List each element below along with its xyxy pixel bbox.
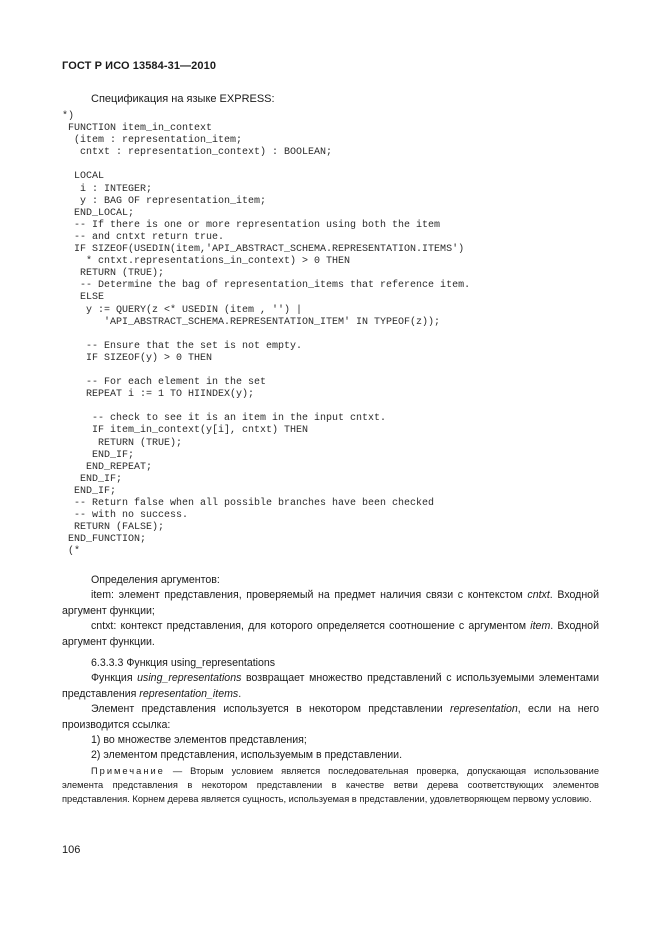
argument-cntxt-definition [62, 619, 599, 650]
code-line: -- check to see it is an item in the input cntxt. [62, 413, 387, 425]
code-line: -- and cntxt return true. [62, 231, 225, 243]
express-code-block [62, 111, 470, 558]
code-line: -- For each element in the set [62, 377, 267, 389]
code-line: IF SIZEOF(USEDIN(item,'API_ABSTRACT_SCHEMA.REPRESENTATION.ITEMS') [62, 244, 465, 256]
argument-cntxt-name: cntxt [91, 620, 114, 633]
code-line [62, 401, 470, 413]
code-line: -- If there is one or more representation using both the item [62, 219, 441, 231]
code-line: RETURN (TRUE); [62, 268, 165, 280]
document-header: ГОСТ Р ИСО 13584-31—2010 [62, 60, 217, 72]
code-line: END_FUNCTION; [62, 534, 147, 546]
code-line: END_LOCAL; [62, 207, 135, 219]
section-p1-end: . [238, 687, 242, 700]
code-line: END_IF; [62, 485, 117, 497]
code-line: END_REPEAT; [62, 461, 153, 473]
code-line: ELSE [62, 292, 105, 304]
section-p1-prefix: Функция [91, 672, 138, 685]
note-label: Примечание [91, 765, 165, 776]
code-line: END_IF; [62, 473, 123, 485]
code-line: * cntxt.representations_in_context) > 0 THEN [62, 256, 351, 268]
argument-item-reference: cntxt [527, 589, 550, 602]
code-line: FUNCTION item_in_context [62, 123, 213, 135]
code-line: i : INTEGER; [62, 183, 153, 195]
arguments-heading: Определения аргументов: [91, 574, 220, 586]
code-line [62, 329, 470, 341]
argument-item-definition [62, 588, 599, 619]
note [62, 764, 599, 806]
code-line: END_IF; [62, 449, 135, 461]
argument-cntxt-description: : контекст представления, для которого определяется соотношение с аргументом [113, 620, 531, 633]
section-p2-reference: representation [450, 703, 518, 716]
argument-cntxt-reference: item [530, 620, 551, 633]
section-paragraph-1 [62, 671, 599, 702]
code-line: IF SIZEOF(y) > 0 THEN [62, 352, 213, 364]
code-line: cntxt : representation_context) : BOOLEAN; [62, 147, 333, 159]
code-line: -- Ensure that the set is not empty. [62, 340, 303, 352]
code-line: RETURN (FALSE); [62, 522, 165, 534]
section-p1-reference: representation_items [139, 687, 239, 700]
code-line: 'API_ABSTRACT_SCHEMA.REPRESENTATION_ITEM' IN TYPEOF(z)); [62, 316, 441, 328]
argument-cntxt-description-end: . Входной аргумент функции. [62, 620, 599, 648]
code-line [62, 159, 470, 171]
note-text: Вторым условием является последовательная проверка, допускающая использование элемента представления в некотором представлении в качестве ветви дерева соответствующих элементов представления. Корнем дерева является сущность, используемая в представлении, удовлетворяющем первому условию. [62, 765, 599, 804]
section-paragraph-2 [62, 702, 599, 733]
section-p1-function-name: using_representations [137, 672, 242, 685]
body-text [62, 573, 599, 806]
argument-item-description-end: . Входной аргумент функции; [62, 589, 599, 617]
code-line: REPEAT i := 1 TO HIINDEX(y); [62, 389, 255, 401]
code-line: *) [62, 111, 75, 122]
list-item-2: 2) элементом представления, используемым в представлении. [91, 749, 403, 762]
section-p2-prefix: Элемент представления используется в некотором представлении [91, 703, 451, 716]
argument-item-name: item [91, 589, 112, 602]
page-number: 106 [62, 844, 81, 856]
code-line: (* [62, 546, 81, 558]
code-line: -- Determine the bag of representation_items that reference item. [62, 280, 471, 292]
code-line: LOCAL [62, 171, 105, 183]
code-line: RETURN (TRUE); [62, 437, 183, 449]
code-line: -- Return false when all possible branches have been checked [62, 498, 435, 509]
section-title: 6.3.3.3 Функция using_representations [91, 657, 276, 670]
section-p1-middle: возвращает множество представлений с используемыми элементами представления [62, 672, 599, 700]
code-line: (item : representation_item; [62, 135, 243, 147]
code-line: -- with no success. [62, 510, 189, 522]
code-line: IF item_in_context(y[i], cntxt) THEN [62, 425, 309, 437]
list-item-1: 1) во множестве элементов представления; [91, 734, 307, 747]
argument-item-description: : элемент представления, проверяемый на предмет наличия связи с контекстом [111, 589, 528, 602]
spec-heading: Спецификация на языке EXPRESS: [91, 93, 275, 105]
code-line [62, 365, 470, 377]
code-line: y : BAG OF representation_item; [62, 195, 267, 207]
note-dash: — [164, 765, 191, 776]
code-line: y := QUERY(z <* USEDIN (item , '') | [62, 304, 303, 316]
section-p2-end: , если на него производится ссылка: [62, 703, 599, 731]
